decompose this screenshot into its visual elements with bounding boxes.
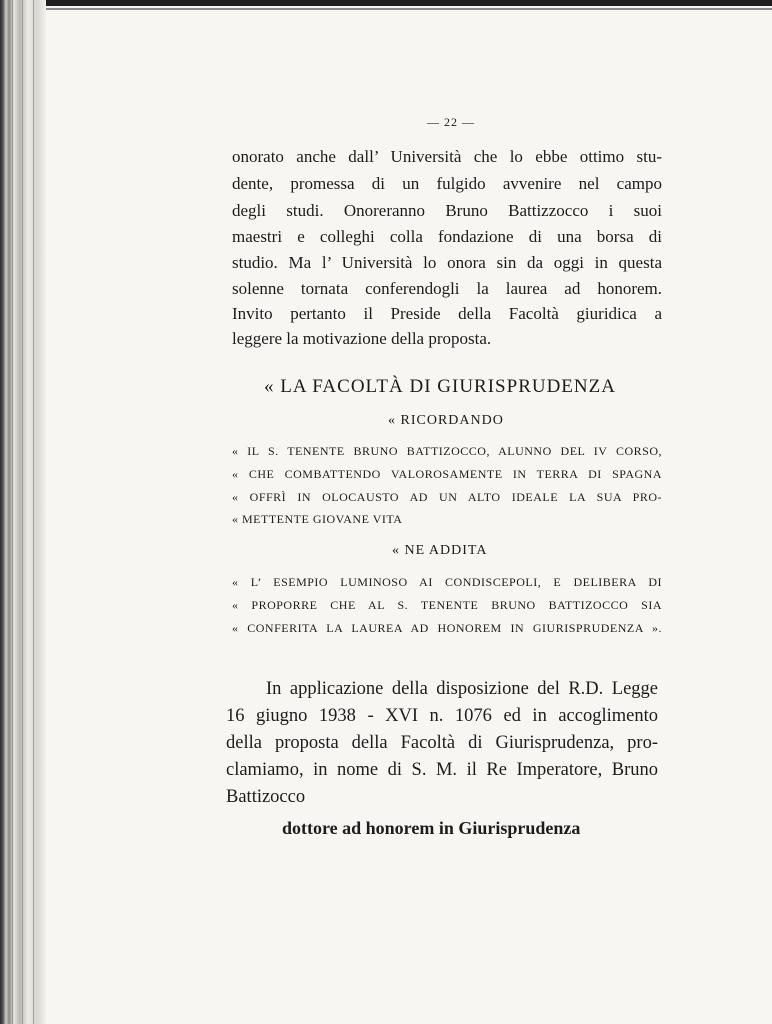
ricordando-label: « RICORDANDO [388,413,504,428]
paragraph-line: della proposta della Facoltà di Giurisprudenza, pro- [226,733,658,753]
motivation-line: « CONFERITA LA LAUREA AD HONOREM IN GIURISPRUDENZA ». [232,621,662,635]
motivation-line: « PROPORRE CHE AL S. TENENTE BRUNO BATTIZOCCO SIA [232,598,662,612]
motivation-line: « IL S. TENENTE BRUNO BATTIZOCCO, ALUNNO DEL IV CORSO, [232,444,662,458]
top-border [0,0,772,6]
motivation-line: « METTENTE GIOVANE VITA [232,512,403,526]
degree-title: dottore ad honorem in Giurisprudenza [282,818,581,838]
book-spine [0,0,46,1024]
paragraph-line: Invito pertanto il Preside della Facoltà giuridica a [232,304,662,323]
paragraph-line: 16 giugno 1938 - XVI n. 1076 ed in accoglimento [226,706,658,726]
paragraph-line: studio. Ma l’ Università lo onora sin da oggi in questa [232,253,662,272]
motivation-line: « CHE COMBATTENDO VALOROSAMENTE IN TERRA DI SPAGNA [232,467,662,481]
spine-line [33,0,34,1024]
paragraph-line: In applicazione della disposizione del R.D. Legge [266,679,658,699]
motivation-line: « OFFRÌ IN OLOCAUSTO AD UN ALTO IDEALE LA SUA PRO- [232,490,662,504]
section-heading: « LA FACOLTÀ DI GIURISPRUDENZA [264,376,616,397]
paragraph-line: degli studi. Onoreranno Bruno Battizzocco i suoi [232,201,662,220]
spine-line [12,0,13,1024]
paragraph-line: leggere la motivazione della proposta. [232,329,492,348]
top-border-line [40,8,772,10]
motivation-line: « L’ ESEMPIO LUMINOSO AI CONDISCEPOLI, E DELIBERA DI [232,575,662,589]
paragraph-line: Battizocco [226,787,306,807]
paragraph-line: onorato anche dall’ Università che lo ebbe ottimo stu- [232,147,662,166]
paragraph-line: solenne tornata conferendogli la laurea ad honorem. [232,279,662,298]
paragraph-line: dente, promessa di un fulgido avvenire nel campo [232,174,662,193]
ne-addita-label: « NE ADDITA [392,543,488,558]
paragraph-line: clamiamo, in nome di S. M. il Re Imperatore, Bruno [226,760,658,780]
page-number: — 22 — [427,115,475,129]
spine-line [22,0,23,1024]
paragraph-line: maestri e colleghi colla fondazione di una borsa di [232,227,662,246]
